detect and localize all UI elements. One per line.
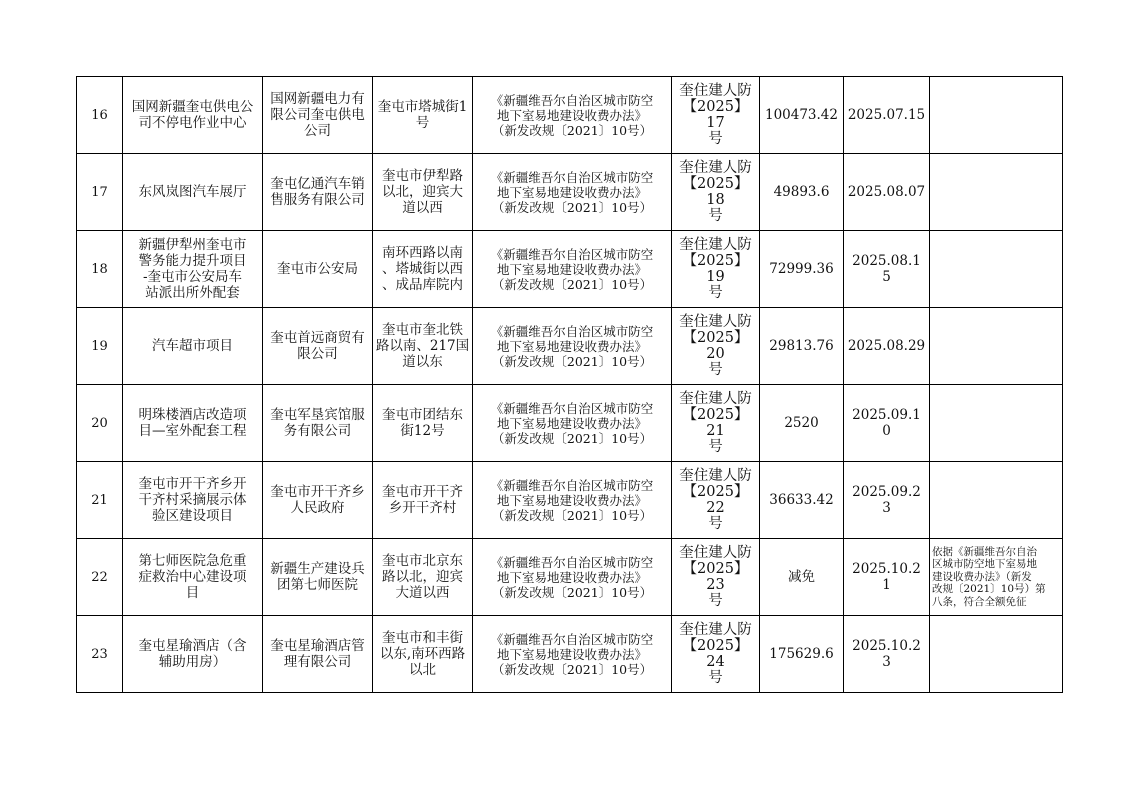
company-cell (263, 231, 373, 308)
remarks-cell (930, 231, 1063, 308)
company-cell-text: 奎屯市开干齐乡 人民政府 (270, 484, 365, 516)
fee-amount-cell-text: 29813.76 (769, 338, 834, 354)
date-cell-text: 2025.10.2 1 (852, 561, 921, 593)
project-name-cell (123, 539, 263, 616)
address-cell-text: 奎屯市伊犁路 以北，迎宾大 道以西 (382, 168, 463, 216)
project-name-cell (123, 77, 263, 154)
regulation-cell-text: 《新疆维吾尔自治区城市防空 地下室易地建设收费办法》 （新发改规〔2021〕10号） (490, 246, 654, 292)
project-name-cell-text: 东风岚图汽车展厅 (138, 184, 247, 200)
project-name-cell (123, 231, 263, 308)
regulation-cell-text: 《新疆维吾尔自治区城市防空 地下室易地建设收费办法》 （新发改规〔2021〕10号） (490, 400, 654, 446)
address-cell (373, 462, 473, 539)
fee-amount-cell-text: 72999.36 (769, 261, 834, 277)
table-row (77, 385, 1063, 462)
company-cell (263, 308, 373, 385)
table-row (77, 462, 1063, 539)
address-cell (373, 539, 473, 616)
date-cell (844, 385, 930, 462)
row-number-cell (77, 616, 123, 693)
regulation-cell (473, 154, 672, 231)
project-name-cell-text: 国网新疆奎屯供电公 司不停电作业中心 (131, 99, 254, 131)
company-cell-text: 奎屯星瑜酒店管 理有限公司 (270, 638, 365, 670)
address-cell (373, 616, 473, 693)
document-number-cell-text: 奎住建人防 【2025】20 号 (679, 314, 752, 378)
document-number-cell-text: 奎住建人防 【2025】24 号 (679, 622, 752, 686)
project-name-cell (123, 308, 263, 385)
document-number-cell (672, 77, 760, 154)
row-number-cell (77, 385, 123, 462)
date-cell (844, 154, 930, 231)
address-cell-text: 南环西路以南 、塔城街以西 、成品库院内 (382, 245, 463, 293)
address-cell-text: 奎屯市北京东 路以北，迎宾 大道以西 (382, 553, 463, 601)
regulation-cell (473, 462, 672, 539)
fee-amount-cell-text: 36633.42 (769, 492, 834, 508)
regulation-cell (473, 77, 672, 154)
date-cell-text: 2025.09.2 3 (852, 484, 921, 516)
date-cell-text: 2025.07.15 (847, 107, 926, 123)
company-cell (263, 77, 373, 154)
regulation-cell-text: 《新疆维吾尔自治区城市防空 地下室易地建设收费办法》 （新发改规〔2021〕10号） (490, 477, 654, 523)
address-cell-text: 奎屯市塔城街1 号 (377, 99, 468, 131)
date-cell-text: 2025.08.29 (847, 338, 926, 354)
company-cell-text: 奎屯首远商贸有 限公司 (270, 330, 365, 362)
regulation-cell-text: 《新疆维吾尔自治区城市防空 地下室易地建设收费办法》 （新发改规〔2021〕10号） (490, 631, 654, 677)
date-cell (844, 616, 930, 693)
remarks-cell (930, 308, 1063, 385)
fee-amount-cell (760, 231, 844, 308)
fee-amount-cell (760, 539, 844, 616)
date-cell (844, 308, 930, 385)
row-number-cell (77, 231, 123, 308)
date-cell-text: 2025.10.2 3 (852, 638, 921, 670)
address-cell (373, 231, 473, 308)
date-cell-text: 2025.09.1 0 (852, 407, 921, 439)
document-number-cell (672, 539, 760, 616)
row-number-cell-text: 20 (91, 415, 108, 431)
regulation-cell-text: 《新疆维吾尔自治区城市防空 地下室易地建设收费办法》 （新发改规〔2021〕10号） (490, 554, 654, 600)
address-cell-text: 奎屯市奎北铁 路以南、217国 道以东 (375, 322, 470, 370)
company-cell (263, 616, 373, 693)
regulation-cell (473, 231, 672, 308)
project-name-cell-text: 奎屯市开干齐乡开 干齐村采摘展示体 验区建设项目 (138, 476, 247, 524)
address-cell-text: 奎屯市和丰街 以东,南环西路 以北 (379, 630, 466, 678)
table-row (77, 231, 1063, 308)
row-number-cell-text: 23 (91, 646, 108, 662)
fee-amount-cell (760, 308, 844, 385)
remarks-cell (930, 616, 1063, 693)
table-row (77, 308, 1063, 385)
table-row (77, 154, 1063, 231)
table-row (77, 616, 1063, 693)
regulation-cell (473, 385, 672, 462)
project-name-cell-text: 第七师医院急危重 症救治中心建设项 目 (138, 553, 247, 601)
project-name-cell-text: 汽车超市项目 (152, 338, 233, 354)
fee-amount-cell (760, 77, 844, 154)
date-cell (844, 539, 930, 616)
row-number-cell-text: 19 (91, 338, 108, 354)
fee-record-table (76, 76, 1063, 693)
table-row (77, 77, 1063, 154)
document-number-cell-text: 奎住建人防 【2025】22 号 (679, 468, 752, 532)
row-number-cell-text: 22 (91, 569, 108, 585)
row-number-cell (77, 77, 123, 154)
company-cell-text: 国网新疆电力有 限公司奎屯供电 公司 (270, 91, 365, 139)
address-cell (373, 385, 473, 462)
document-number-cell (672, 385, 760, 462)
remarks-cell-text: 依据《新疆维吾尔自治 区城市防空地下室易地 建设收费办法》（新发 改规〔2021〕10号）第 八条，符合全额免征 (932, 545, 1046, 608)
row-number-cell-text: 16 (91, 107, 108, 123)
company-cell (263, 462, 373, 539)
document-number-cell (672, 616, 760, 693)
fee-amount-cell-text: 100473.42 (764, 107, 838, 123)
company-cell (263, 539, 373, 616)
fee-amount-cell (760, 154, 844, 231)
row-number-cell (77, 154, 123, 231)
fee-amount-cell-text: 减免 (788, 569, 815, 585)
row-number-cell-text: 21 (91, 492, 108, 508)
document-number-cell (672, 154, 760, 231)
date-cell (844, 77, 930, 154)
fee-amount-cell-text: 49893.6 (773, 184, 830, 200)
project-name-cell (123, 385, 263, 462)
date-cell (844, 462, 930, 539)
regulation-cell-text: 《新疆维吾尔自治区城市防空 地下室易地建设收费办法》 （新发改规〔2021〕10号） (490, 323, 654, 369)
document-number-cell-text: 奎住建人防 【2025】23 号 (679, 545, 752, 609)
company-cell (263, 385, 373, 462)
company-cell-text: 奎屯军垦宾馆服 务有限公司 (270, 407, 365, 439)
regulation-cell (473, 308, 672, 385)
project-name-cell (123, 154, 263, 231)
company-cell-text: 奎屯市公安局 (277, 261, 358, 277)
document-number-cell (672, 308, 760, 385)
remarks-cell (930, 539, 1063, 616)
document-number-cell (672, 231, 760, 308)
remarks-cell (930, 385, 1063, 462)
document-number-cell (672, 462, 760, 539)
fee-amount-cell (760, 616, 844, 693)
fee-amount-cell-text: 2520 (784, 415, 819, 431)
project-name-cell (123, 616, 263, 693)
row-number-cell-text: 18 (91, 261, 108, 277)
table-body (77, 77, 1063, 693)
regulation-cell-text: 《新疆维吾尔自治区城市防空 地下室易地建设收费办法》 （新发改规〔2021〕10号） (490, 169, 654, 215)
regulation-cell (473, 616, 672, 693)
project-name-cell-text: 奎屯星瑜酒店（含 辅助用房） (138, 638, 247, 670)
row-number-cell (77, 308, 123, 385)
row-number-cell (77, 539, 123, 616)
document-number-cell-text: 奎住建人防 【2025】19 号 (679, 237, 752, 301)
date-cell (844, 231, 930, 308)
date-cell-text: 2025.08.07 (847, 184, 926, 200)
row-number-cell-text: 17 (91, 184, 108, 200)
document-number-cell-text: 奎住建人防 【2025】18 号 (679, 160, 752, 224)
regulation-cell-text: 《新疆维吾尔自治区城市防空 地下室易地建设收费办法》 （新发改规〔2021〕10号） (490, 92, 654, 138)
document-number-cell-text: 奎住建人防 【2025】21 号 (679, 391, 752, 455)
document-number-cell-text: 奎住建人防 【2025】17 号 (679, 83, 752, 147)
date-cell-text: 2025.08.1 5 (852, 253, 921, 285)
remarks-cell (930, 77, 1063, 154)
project-name-cell-text: 明珠楼酒店改造项 目—室外配套工程 (138, 407, 247, 439)
remarks-cell (930, 462, 1063, 539)
table-row (77, 539, 1063, 616)
regulation-cell (473, 539, 672, 616)
address-cell (373, 154, 473, 231)
company-cell-text: 新疆生产建设兵 团第七师医院 (270, 561, 365, 593)
row-number-cell (77, 462, 123, 539)
project-name-cell-text: 新疆伊犁州奎屯市 警务能力提升项目 -奎屯市公安局车 站派出所外配套 (138, 237, 247, 301)
address-cell (373, 308, 473, 385)
address-cell-text: 奎屯市开干齐 乡开干齐村 (382, 484, 463, 516)
fee-amount-cell (760, 385, 844, 462)
fee-amount-cell (760, 462, 844, 539)
address-cell-text: 奎屯市团结东 街12号 (382, 407, 463, 439)
remarks-cell (930, 154, 1063, 231)
fee-amount-cell-text: 175629.6 (769, 646, 834, 662)
project-name-cell (123, 462, 263, 539)
address-cell (373, 77, 473, 154)
company-cell-text: 奎屯亿通汽车销 售服务有限公司 (270, 176, 365, 208)
company-cell (263, 154, 373, 231)
